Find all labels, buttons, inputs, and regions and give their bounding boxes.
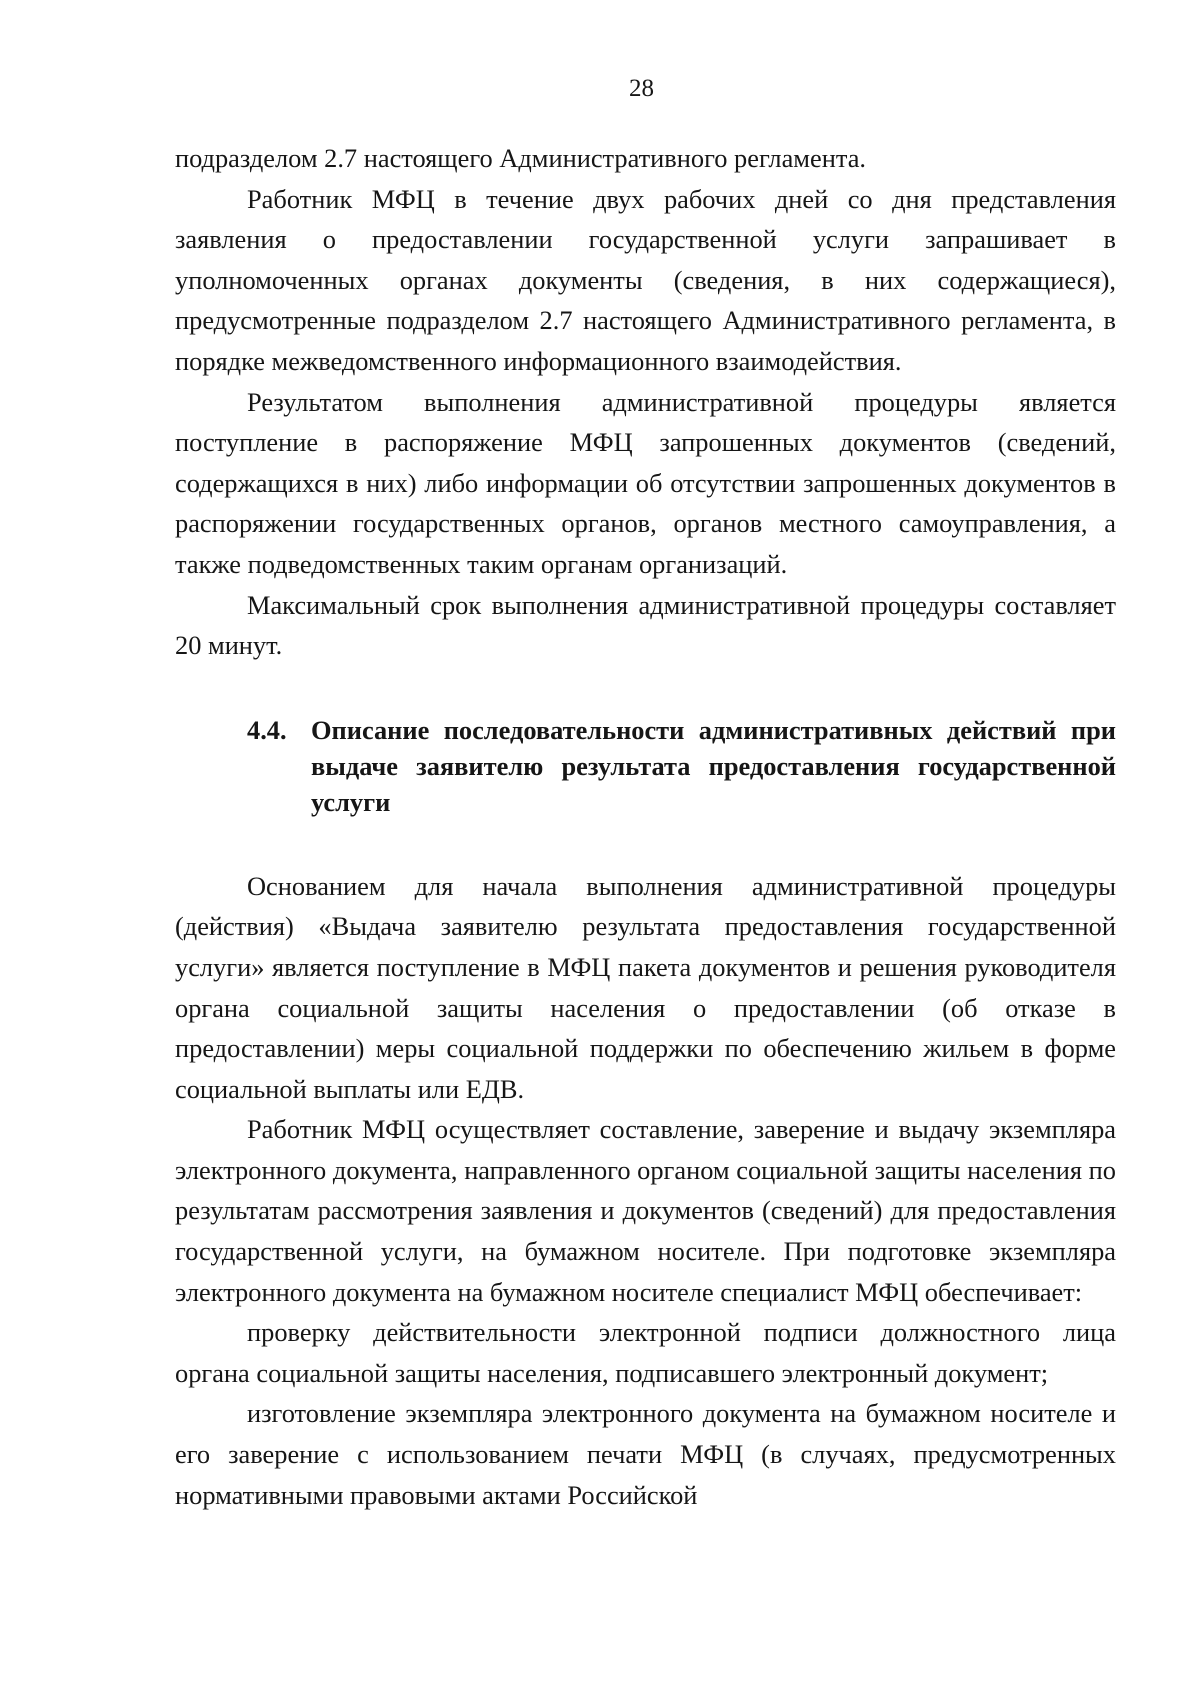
section-number: 4.4. bbox=[247, 714, 287, 745]
paragraph-paper-copy: изготовление экземпляра электронного документа на бумажном носителе и его заверение с использованием печати МФЦ (в случаях, предусмотренных нормативными правовыми актами Российской bbox=[175, 1398, 1116, 1510]
section-title: Описание последовательности административных действий при выдаче заявителю результата предоставления государственной услуги bbox=[311, 714, 1116, 817]
document-body bbox=[175, 138, 1116, 1515]
paragraph-signature-check: проверку действительности электронной подписи должностного лица органа социальной защиты населения, подписавшего электронный документ; bbox=[175, 1317, 1116, 1388]
section-heading bbox=[175, 712, 1116, 820]
paragraph-continuation: подразделом 2.7 настоящего Административного регламента. bbox=[175, 143, 867, 173]
paragraph-basis: Основанием для начала выполнения административной процедуры (действия) «Выдача заявителю результата предоставления государственной услуги» является поступление в МФЦ пакета документов и решения руководителя органа социальной защиты населения о предоставлении (об отказе в предоставлении) меры социальной поддержки по обеспечению жильем в форме социальной выплаты или ЕДВ. bbox=[175, 870, 1116, 1104]
paragraph-result: Результатом выполнения административной процедуры является поступление в распоряжение МФЦ запрошенных документов (сведений, содержащихся в них) либо информации об отсутствии запрошенных документов в распоряжении государственных органов, органов местного самоуправления, а также подведомственных таким органам организаций. bbox=[175, 386, 1116, 579]
paragraph-mfc-issue: Работник МФЦ осуществляет составление, заверение и выдачу экземпляра электронного документа, направленного органом социальной защиты населения по результатам рассмотрения заявления и документов (сведений) для предоставления государственной услуги, на бумажном носителе. При подготовке экземпляра электронного документа на бумажном носителе специалист МФЦ обеспечивает: bbox=[175, 1114, 1116, 1307]
paragraph-mfc-request: Работник МФЦ в течение двух рабочих дней со дня представления заявления о предоставлении государственной услуги запрашивает в уполномоченных органах документы (сведения, в них содержащиеся), предусмотренные подразделом 2.7 настоящего Административного регламента, в порядке межведомственного информационного взаимодействия. bbox=[175, 183, 1116, 376]
page-number: 28 bbox=[629, 75, 654, 102]
paragraph-max-duration: Максимальный срок выполнения административной процедуры составляет 20 минут. bbox=[175, 589, 1116, 661]
